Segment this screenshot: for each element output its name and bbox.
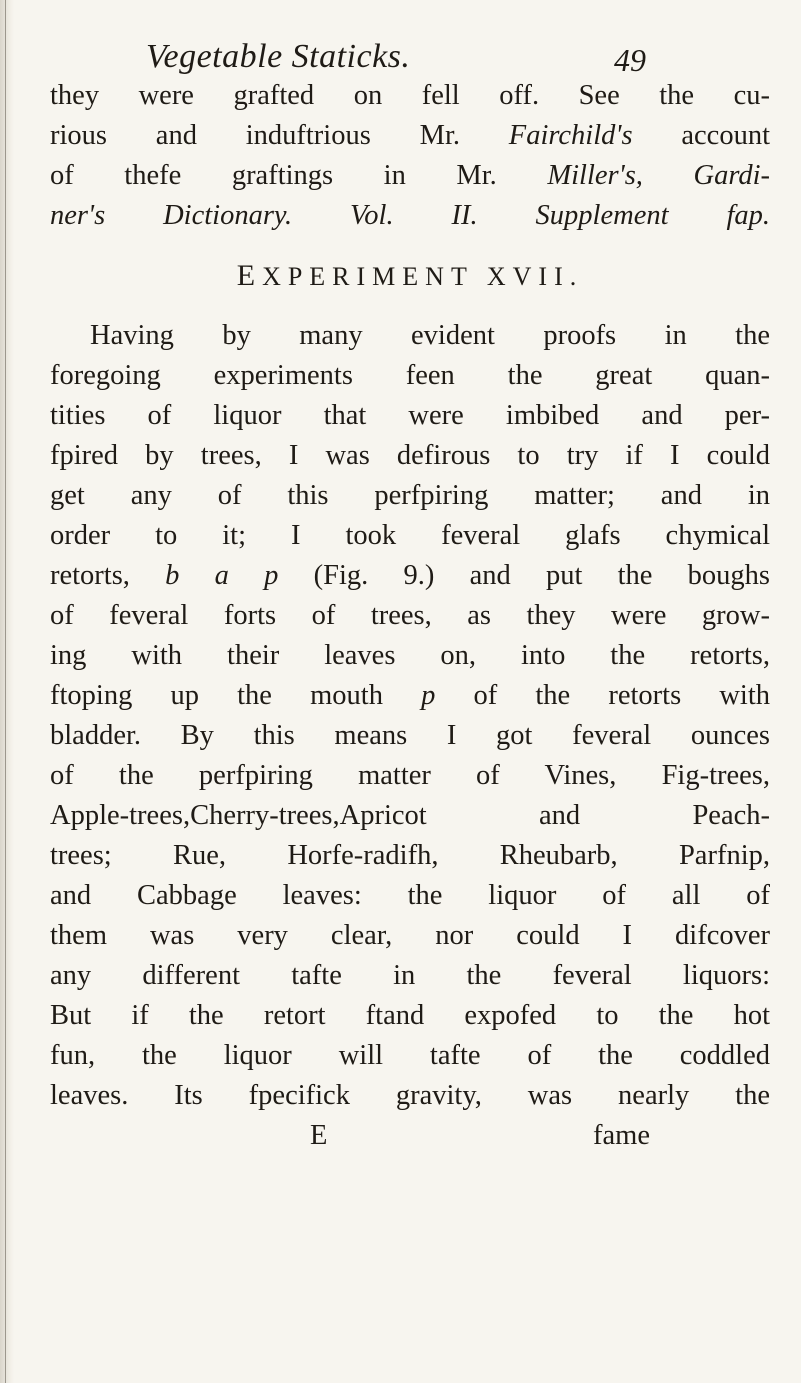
text-line: order to it; I took feveral glafs chymical — [50, 520, 770, 551]
text-line: Apple-trees,Cherry-trees,Apricot and Peach- — [50, 800, 770, 831]
signature-mark: E — [310, 1120, 328, 1151]
text-line: and Cabbage leaves: the liquor of all of — [50, 880, 770, 911]
text-line: them was very clear, nor could I difcover — [50, 920, 770, 951]
experiment-heading: EXPERIMENT XVII. — [236, 259, 584, 292]
text-line: retorts, b a p (Fig. 9.) and put the boughs — [50, 560, 771, 591]
text-line: of the perfpiring matter of Vines, Fig-trees, — [50, 760, 770, 791]
text-line-citation: ner's Dictionary. Vol. II. Supplement fap. — [50, 200, 770, 231]
running-title: Vegetable Staticks. — [146, 38, 411, 75]
page-binding-edge — [0, 0, 14, 1383]
text-line: get any of this perfpiring matter; and in — [50, 480, 770, 511]
text-line: leaves. Its fpecifick gravity, was nearly the — [50, 1080, 770, 1111]
text-line: any different tafte in the feveral liquors: — [50, 960, 770, 991]
page-footer — [50, 1116, 770, 1156]
text-line: bladder. By this means I got feveral ounces — [50, 720, 770, 751]
text-line: ftoping up the mouth p of the retorts with — [50, 680, 770, 711]
text-line: fun, the liquor will tafte of the coddled — [50, 1040, 770, 1071]
catchword: fame — [593, 1120, 650, 1151]
name-miller: Miller's, Gardi- — [547, 160, 771, 191]
text-line: tities of liquor that were imbibed and per- — [50, 400, 770, 431]
text-line: they were grafted on fell off. See the cu- — [50, 80, 770, 111]
page-number: 49 — [614, 42, 646, 78]
text-line: ing with their leaves on, into the retorts, — [50, 640, 770, 671]
figure-letters: b a p — [165, 560, 279, 591]
text-line: But if the retort ftand expofed to the hot — [50, 1000, 770, 1031]
text-line: rious and induftrious Mr. Fairchild's account — [50, 120, 770, 151]
text-line: foregoing experiments feen the great quan- — [50, 360, 770, 391]
text-line: of feveral forts of trees, as they were grow- — [50, 600, 770, 631]
figure-letter-p: p — [421, 680, 436, 711]
text-line: of thefe graftings in Mr. Miller's, Gardi- — [50, 160, 771, 191]
text-line: trees; Rue, Horfe-radifh, Rheubarb, Parfnip, — [50, 840, 770, 871]
binding-shadow-line — [5, 0, 6, 1383]
body-text — [50, 76, 770, 1156]
name-fairchild: Fairchild's — [508, 120, 633, 151]
text-line: Having by many evident proofs in the — [90, 320, 770, 351]
text-line: fpired by trees, I was defirous to try if I could — [50, 440, 770, 471]
